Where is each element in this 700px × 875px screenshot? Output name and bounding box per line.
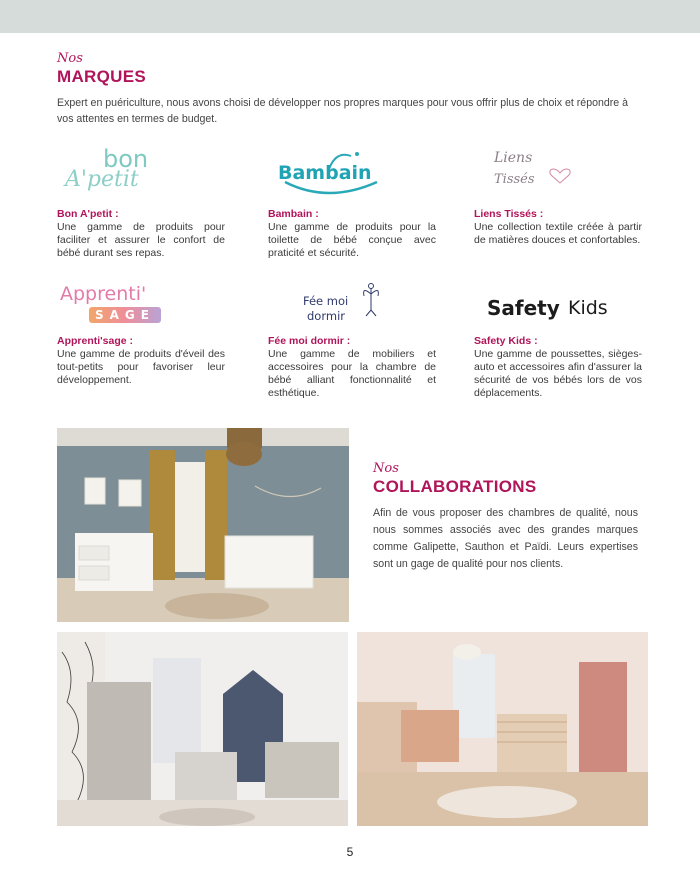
logo-text-top: bon [103,145,149,173]
safety-kids-logo [474,276,642,334]
brand-name: Liens Tissés : [474,208,544,220]
marques-title: MARQUES [57,67,146,86]
marques-script: Nos [57,51,83,66]
brand-name: Bon A'petit : [57,208,119,220]
brand-name: Apprenti'sage : [57,335,134,347]
brand-fee-moi-dormir [268,276,436,400]
brand-desc: Une gamme de poussettes, sièges-auto et accessoires afin d'assurer la sécurité de vos bébés lors de vos déplacements. [474,348,642,399]
logo-text-left: Safety [487,296,560,320]
brand-desc: Une gamme de mobiliers et accessoires pour la chambre de bébé alliant fonctionnalité et esthétique. [268,348,436,399]
apprenti-sage-logo [57,276,225,334]
collaborations-script: Nos [373,461,399,476]
page-number: 5 [346,845,354,859]
brand-bambain [268,142,436,260]
logo-text: Bambain [278,162,372,184]
brand-safety-kids [474,276,642,400]
logo-text-bottom: SAGE [89,307,161,323]
logo-text-bottom: Tissés [494,172,535,187]
liens-tisses-logo [474,142,642,200]
marques-intro: Expert en puériculture, nous avons choisi de développer nos propres marques pour vous offrir plus de choix et répondre à vos attentes en termes de budget. [57,97,629,125]
logo-text-top: Apprenti' [60,283,147,305]
top-band [0,0,700,33]
brand-liens-tisses [474,142,642,247]
logo-text-top: Liens [494,150,533,166]
collaborations-title: COLLABORATIONS [373,477,537,496]
photo-nursery-blue [57,428,349,622]
brand-name: Bambain : [268,208,319,220]
brand-bon-apetit [57,142,225,260]
bon-apetit-logo [57,142,225,200]
brand-name: Safety Kids : [474,335,538,347]
photo-nursery-pink [357,632,648,826]
brand-apprenti-sage [57,276,225,387]
brand-desc: Une gamme de produits pour la toilette de bébé conçue avec praticité et sécurité. [268,221,436,259]
logo-text-right: Kids [568,297,608,319]
brand-name: Fée moi dormir : [268,335,351,347]
photo-nursery-grey [57,632,348,826]
fee-moi-dormir-logo [268,276,436,334]
brand-desc: Une collection textile créée à partir de matières douces et confortables. [474,221,642,246]
brand-desc: Une gamme de produits pour faciliter et assurer le confort de bébé durant ses repas. [57,221,225,259]
logo-text-bottom: dormir [307,309,345,323]
bambain-logo [268,142,436,200]
logo-text-bottom: A'petit [65,167,139,192]
brand-desc: Une gamme de produits d'éveil des tout-petits pour favoriser leur développement. [57,348,225,386]
heart-icon [548,166,572,186]
logo-text-top: Fée moi [303,294,349,308]
collaborations-text: Afin de vous proposer des chambres de qualité, nous nous sommes associés avec des grandes marques comme Galipette, Sauthon et Païdi. Leurs expertises sont un gage de qualité pour nos clients. [373,507,638,570]
fairy-icon [358,280,384,320]
